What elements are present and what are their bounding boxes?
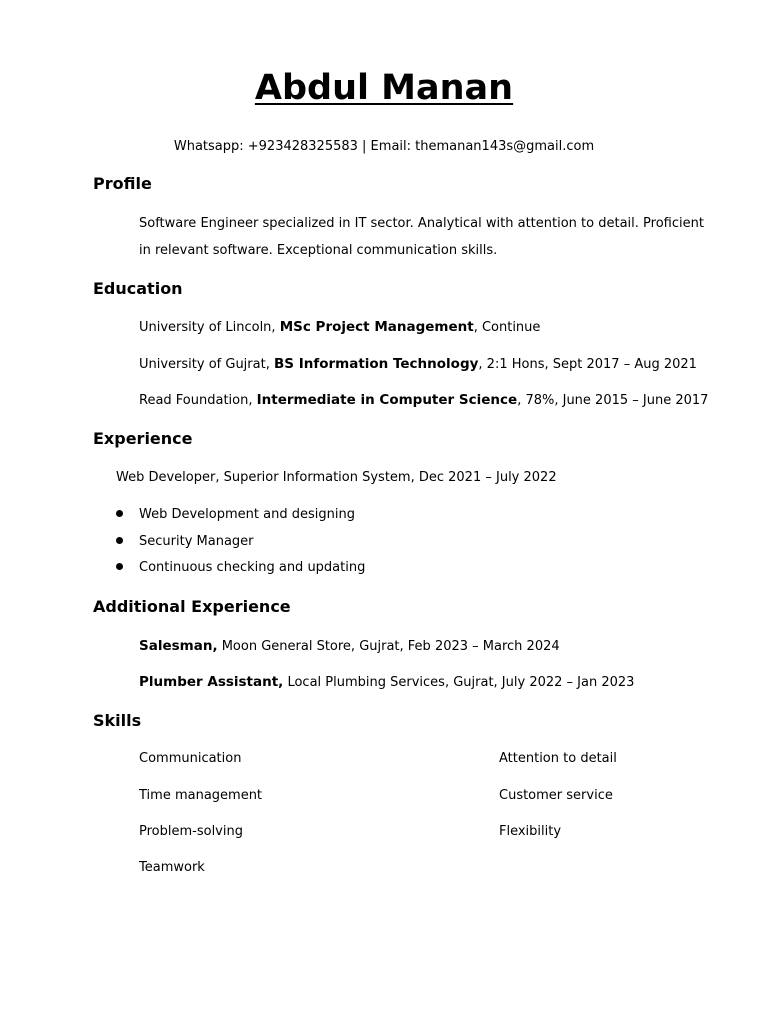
profile-heading: Profile: [93, 174, 152, 193]
skill-item: Teamwork: [139, 860, 205, 875]
education-item: [139, 355, 697, 374]
skill-item: Customer service: [499, 788, 613, 803]
profile-text: Software Engineer specialized in IT sector. Analytical with attention to detail. Proficient in relevant software. Exceptional communication skills.: [139, 216, 704, 258]
education-details: , 2:1 Hons, Sept 2017 – Aug 2021: [478, 357, 697, 372]
education-degree: BS Information Technology: [273, 356, 479, 372]
bullet-icon: [116, 537, 123, 544]
education-institution: University of Gujrat,: [139, 357, 274, 372]
additional-title: Salesman,: [139, 638, 218, 654]
experience-heading: Experience: [93, 429, 193, 448]
skill-item: Communication: [139, 751, 242, 766]
education-details: , Continue: [473, 320, 541, 335]
bullet-icon: [116, 510, 123, 517]
experience-bullet: Security Manager: [139, 534, 254, 549]
experience-role: Web Developer, Superior Information System, Dec 2021 – July 2022: [116, 470, 557, 485]
education-details: , 78%, June 2015 – June 2017: [517, 393, 709, 408]
contact-line: Whatsapp: +923428325583 | Email: themanan143s@gmail.com: [173, 139, 595, 154]
education-item: [139, 391, 708, 410]
education-institution: University of Lincoln,: [139, 320, 280, 335]
skills-heading: Skills: [93, 711, 142, 730]
education-degree: Intermediate in Computer Science: [256, 392, 518, 408]
bullet-icon: [116, 563, 123, 570]
additional-details: Local Plumbing Services, Gujrat, July 2022 – Jan 2023: [283, 675, 635, 690]
education-degree: MSc Project Management: [279, 319, 474, 335]
additional-details: Moon General Store, Gujrat, Feb 2023 – March 2024: [217, 639, 560, 654]
skill-item: Attention to detail: [499, 751, 617, 766]
additional-title: Plumber Assistant,: [139, 674, 284, 690]
additional-experience-heading: Additional Experience: [93, 597, 291, 616]
resume-name: Abdul Manan: [254, 68, 514, 108]
skill-item: Flexibility: [499, 824, 562, 839]
education-heading: Education: [93, 279, 183, 298]
skill-item: Time management: [139, 788, 263, 803]
skill-item: Problem-solving: [139, 824, 243, 839]
experience-bullet: Continuous checking and updating: [139, 560, 366, 575]
additional-experience-item: [139, 673, 634, 692]
additional-experience-item: [139, 637, 560, 656]
education-item: [139, 318, 540, 337]
experience-bullet: Web Development and designing: [139, 507, 355, 522]
education-institution: Read Foundation,: [139, 393, 257, 408]
